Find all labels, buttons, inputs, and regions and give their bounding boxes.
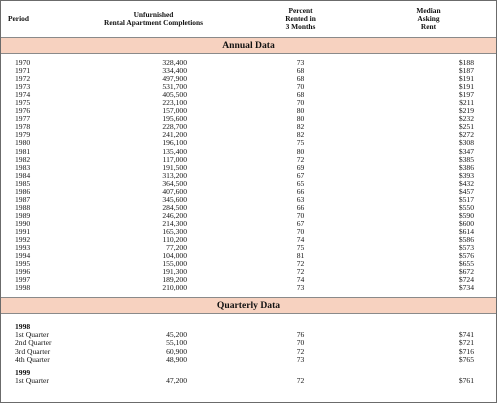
percent-rented-cell: 76 — [296, 330, 305, 340]
header-completions: Unfurnished Rental Apartment Completions — [67, 1, 240, 38]
median-rent-cell: $219 — [458, 106, 475, 116]
pad-cell — [187, 59, 240, 67]
percent-rented-cell: 73 — [296, 58, 305, 67]
completions-cell: 531,700 — [162, 82, 187, 92]
median-rent-cell: $385 — [458, 154, 475, 164]
period-cell: 1986 — [15, 186, 31, 196]
annual-row — [1, 99, 496, 107]
period-cell: 1993 — [15, 243, 31, 253]
median-rent-cell: $761 — [458, 375, 475, 385]
percent-rented-cell: 80 — [296, 106, 305, 116]
percent-rented-cell: 74 — [296, 275, 305, 285]
period-cell: 1st Quarter — [15, 375, 49, 385]
completions-cell: 45,200 — [166, 330, 187, 340]
percent-rented-cell: 81 — [296, 251, 305, 261]
percent-rented-cell: 73 — [296, 283, 305, 293]
median-rent-cell: $576 — [458, 251, 475, 261]
median-rent-cell: $188 — [458, 58, 475, 67]
percent-rented-cell: 68 — [296, 90, 305, 100]
pad-cell — [187, 172, 240, 180]
annual-row — [1, 180, 496, 188]
quarter-year-label-row — [1, 369, 496, 377]
quarterly-data-band — [1, 298, 496, 314]
period-cell: 1990 — [15, 218, 31, 228]
median-rent-cell: $600 — [458, 218, 475, 228]
median-rent-cell: $655 — [458, 259, 475, 269]
period-cell: 1981 — [15, 146, 31, 156]
completions-cell: 157,000 — [162, 106, 187, 116]
completions-cell: 313,200 — [162, 170, 187, 180]
median-rent-cell: $197 — [458, 90, 475, 100]
period-cell: 1995 — [15, 259, 31, 269]
period-cell: 3rd Quarter — [15, 346, 51, 356]
percent-rented-cell: 82 — [296, 130, 305, 140]
period-cell: 1971 — [15, 66, 31, 76]
pad-cell — [187, 156, 240, 164]
completions-cell: 135,400 — [162, 146, 187, 156]
median-rent-cell: $716 — [458, 346, 475, 356]
pad-cell — [187, 356, 240, 364]
pad-cell — [187, 220, 240, 228]
annual-row — [1, 156, 496, 164]
period-cell: 1980 — [15, 138, 31, 148]
pad-cell — [187, 180, 240, 188]
annual-row — [1, 244, 496, 252]
period-cell: 1997 — [15, 275, 31, 285]
pad-cell — [187, 123, 240, 131]
period-cell: 1984 — [15, 170, 31, 180]
quarter-year-label-row — [1, 323, 496, 331]
period-cell: 1973 — [15, 82, 31, 92]
median-rent-cell: $590 — [458, 210, 475, 220]
percent-rented-cell: 72 — [296, 154, 305, 164]
annual-row — [1, 139, 496, 147]
median-rent-cell: $457 — [458, 186, 475, 196]
percent-rented-cell: 68 — [296, 66, 305, 76]
completions-cell: 165,300 — [162, 226, 187, 236]
pad-cell — [187, 276, 240, 284]
completions-cell: 77,200 — [166, 243, 187, 253]
completions-cell: 223,100 — [162, 98, 187, 108]
completions-cell: 104,000 — [162, 251, 187, 261]
quarterly-row — [1, 331, 496, 339]
completions-cell: 328,400 — [162, 58, 187, 67]
quarterly-data-title: Quarterly Data — [1, 298, 496, 314]
quarterly-row — [1, 377, 496, 385]
period-cell: 1974 — [15, 90, 31, 100]
median-rent-cell: $734 — [458, 283, 475, 293]
period-cell: 4th Quarter — [15, 354, 50, 364]
percent-rented-cell: 68 — [296, 74, 305, 84]
period-cell: 1989 — [15, 210, 31, 220]
period-cell: 1998 — [15, 283, 31, 293]
median-rent-cell: $232 — [458, 114, 475, 124]
period-cell: 1st Quarter — [15, 330, 49, 340]
quarterly-row — [1, 339, 496, 347]
annual-section — [1, 38, 496, 293]
annual-row — [1, 188, 496, 196]
pad-cell — [187, 83, 240, 91]
annual-row — [1, 131, 496, 139]
completions-cell: 407,600 — [162, 186, 187, 196]
percent-rented-cell: 80 — [296, 114, 305, 124]
median-rent-cell: $211 — [459, 98, 475, 108]
pad-cell — [187, 268, 240, 276]
percent-rented-cell: 80 — [296, 146, 305, 156]
pad-cell — [187, 204, 240, 212]
completions-cell: 195,600 — [162, 114, 187, 124]
completions-cell: 334,400 — [162, 66, 187, 76]
completions-cell: 47,200 — [166, 375, 187, 385]
pad-cell — [187, 196, 240, 204]
median-rent-cell: $251 — [458, 122, 475, 132]
pad-cell — [187, 131, 240, 139]
median-rent-cell: $724 — [458, 275, 475, 285]
period-cell: 1996 — [15, 267, 31, 277]
pad-cell — [187, 67, 240, 75]
completions-cell: 228,700 — [162, 122, 187, 132]
annual-row — [1, 228, 496, 236]
completions-cell: 284,500 — [162, 202, 187, 212]
period-cell: 1978 — [15, 122, 31, 132]
percent-rented-cell: 69 — [296, 162, 305, 172]
percent-rented-cell: 66 — [296, 186, 305, 196]
percent-rented-cell: 74 — [296, 235, 305, 245]
pad-cell — [187, 236, 240, 244]
median-rent-cell: $191 — [458, 82, 475, 92]
pad-cell — [187, 260, 240, 268]
period-cell: 1985 — [15, 178, 31, 188]
period-cell: 1992 — [15, 235, 31, 245]
percent-rented-cell: 67 — [296, 218, 305, 228]
pad-cell — [187, 284, 240, 292]
median-rent-cell: $517 — [458, 194, 475, 204]
completions-cell: 189,200 — [162, 275, 187, 285]
pad-cell — [187, 228, 240, 236]
period-cell: 1994 — [15, 251, 31, 261]
annual-row — [1, 172, 496, 180]
pad-cell — [187, 148, 240, 156]
median-rent-cell: $586 — [458, 235, 475, 245]
completions-cell: 55,100 — [166, 338, 187, 348]
period-cell: 1970 — [15, 58, 31, 67]
annual-row — [1, 91, 496, 99]
pad-cell — [187, 348, 240, 356]
header-median-rent: Median Asking Rent — [361, 1, 496, 38]
quarterly-row — [1, 348, 496, 356]
annual-row — [1, 236, 496, 244]
completions-cell: 241,200 — [162, 130, 187, 140]
median-rent-cell: $614 — [458, 226, 475, 236]
percent-rented-cell: 65 — [296, 178, 305, 188]
annual-row — [1, 123, 496, 131]
completions-cell: 117,000 — [162, 154, 187, 164]
percent-rented-cell: 72 — [296, 259, 305, 269]
median-rent-cell: $573 — [458, 243, 475, 253]
period-cell: 1988 — [15, 202, 31, 212]
header-percent-rented: Percent Rented in 3 Months — [240, 1, 361, 38]
completions-cell: 191,500 — [162, 162, 187, 172]
annual-row — [1, 260, 496, 268]
annual-row — [1, 107, 496, 115]
apartment-data-table — [1, 1, 496, 385]
quarter-year-label: 1999 — [15, 367, 31, 377]
completions-cell: 155,000 — [162, 259, 187, 269]
header-period: Period — [1, 1, 67, 38]
period-cell: 1982 — [15, 154, 31, 164]
annual-row — [1, 204, 496, 212]
period-cell: 1979 — [15, 130, 31, 140]
median-rent-cell: $432 — [458, 178, 475, 188]
pad-cell — [187, 164, 240, 172]
spacer — [1, 314, 496, 324]
pad-cell — [187, 339, 240, 347]
median-rent-cell: $187 — [458, 66, 475, 76]
completions-cell: 110,200 — [162, 235, 187, 245]
annual-row — [1, 212, 496, 220]
percent-rented-cell: 72 — [296, 375, 305, 385]
pad-cell — [187, 252, 240, 260]
median-rent-cell: $550 — [458, 202, 475, 212]
period-cell: 1987 — [15, 194, 31, 204]
percent-rented-cell: 70 — [296, 98, 305, 108]
median-rent-cell: $191 — [458, 74, 475, 84]
pad-cell — [187, 212, 240, 220]
completions-cell: 497,900 — [162, 74, 187, 84]
annual-row — [1, 83, 496, 91]
quarter-year-label: 1998 — [15, 322, 31, 332]
median-rent-cell: $386 — [458, 162, 475, 172]
pad-cell — [187, 188, 240, 196]
pad-cell — [187, 75, 240, 83]
percent-rented-cell: 70 — [296, 338, 305, 348]
period-cell: 1977 — [15, 114, 31, 124]
pad-cell — [187, 377, 240, 385]
pad-cell — [187, 139, 240, 147]
percent-rented-cell: 72 — [296, 267, 305, 277]
percent-rented-cell: 72 — [296, 346, 305, 356]
annual-row — [1, 67, 496, 75]
annual-row — [1, 75, 496, 83]
median-rent-cell: $672 — [458, 267, 475, 277]
period-cell: 1991 — [15, 226, 31, 236]
annual-row — [1, 148, 496, 156]
percent-rented-cell: 70 — [296, 82, 305, 92]
annual-row — [1, 252, 496, 260]
percent-rented-cell: 75 — [296, 243, 305, 253]
completions-cell: 191,300 — [162, 267, 187, 277]
completions-cell: 246,200 — [162, 210, 187, 220]
pad-cell — [187, 331, 240, 339]
annual-row — [1, 268, 496, 276]
annual-row — [1, 115, 496, 123]
pad-cell — [187, 107, 240, 115]
annual-data-title: Annual Data — [1, 38, 496, 54]
pad-cell — [187, 244, 240, 252]
median-rent-cell: $393 — [458, 170, 475, 180]
percent-rented-cell: 70 — [296, 226, 305, 236]
completions-cell: 60,900 — [166, 346, 187, 356]
period-cell: 2nd Quarter — [15, 338, 52, 348]
completions-cell: 214,300 — [162, 218, 187, 228]
completions-cell: 48,900 — [166, 354, 187, 364]
quarterly-row — [1, 356, 496, 364]
period-cell: 1983 — [15, 162, 31, 172]
percent-rented-cell: 67 — [296, 170, 305, 180]
annual-row — [1, 59, 496, 67]
completions-cell: 196,100 — [162, 138, 187, 148]
median-rent-cell: $347 — [458, 146, 475, 156]
annual-data-band — [1, 38, 496, 54]
period-cell: 1976 — [15, 106, 31, 116]
pad-cell — [187, 99, 240, 107]
annual-row — [1, 276, 496, 284]
completions-cell: 405,500 — [162, 90, 187, 100]
percent-rented-cell: 73 — [296, 354, 305, 364]
percent-rented-cell: 75 — [296, 138, 305, 148]
percent-rented-cell: 63 — [296, 194, 305, 204]
annual-row — [1, 196, 496, 204]
median-rent-cell: $721 — [458, 338, 475, 348]
completions-cell: 345,600 — [162, 194, 187, 204]
completions-cell: 210,000 — [162, 283, 187, 293]
header-row — [1, 1, 496, 38]
annual-row — [1, 284, 496, 292]
median-rent-cell: $765 — [458, 354, 475, 364]
median-rent-cell: $272 — [458, 130, 475, 140]
annual-row — [1, 164, 496, 172]
pad-cell — [187, 115, 240, 123]
completions-cell: 364,500 — [162, 178, 187, 188]
period-cell: 1972 — [15, 74, 31, 84]
percent-rented-cell: 70 — [296, 210, 305, 220]
percent-rented-cell: 66 — [296, 202, 305, 212]
pad-cell — [187, 91, 240, 99]
median-rent-cell: $741 — [458, 330, 475, 340]
percent-rented-cell: 82 — [296, 122, 305, 132]
median-rent-cell: $308 — [458, 138, 475, 148]
period-cell: 1975 — [15, 98, 31, 108]
quarterly-section — [1, 292, 496, 384]
annual-row — [1, 220, 496, 228]
